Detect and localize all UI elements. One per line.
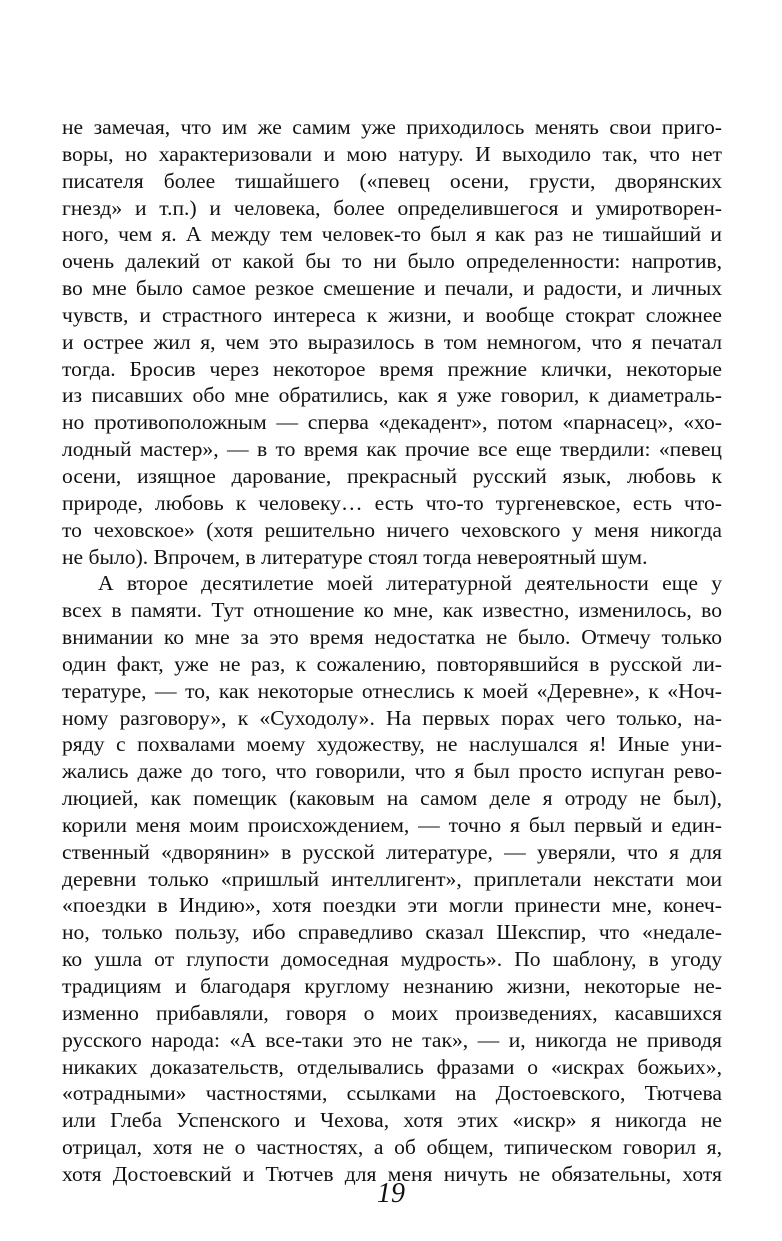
text-line: никаких доказательств, отделывались фразами о «искрах божьих»,: [62, 1054, 722, 1079]
text-line: из писавших обо мне обратились, как я уже говорил, к диаметраль-: [62, 383, 722, 408]
text-line: ряду с похвалами моему художеству, не наслушался я! Иные уни-: [62, 732, 722, 757]
text-line: «отрадными» частностями, ссылками на Достоевского, Тютчева: [62, 1081, 722, 1106]
text-line: А второе десятилетие моей литературной деятельности еще у: [98, 571, 722, 596]
text-line: ственный «дворянин» в русской литературе, — уверяли, что я для: [62, 839, 722, 864]
paragraph: [62, 114, 722, 570]
text-line: внимании ко мне за это время недостатка не было. Отмечу только: [62, 625, 722, 650]
text-line: люцией, как помещик (каковым на самом деле я отроду не был),: [62, 786, 722, 811]
text-line: очень далекий от какой бы то ни было определенности: напротив,: [62, 249, 722, 274]
text-line: ного, чем я. А между тем человек-то был я как раз не тишайший и: [62, 222, 722, 247]
text-line: лодный мастер», — в то время как прочие все еще твердили: «певец: [62, 437, 722, 462]
text-line: «поездки в Индию», хотя поездки эти могли принести мне, конеч-: [62, 893, 722, 918]
text-line: осени, изящное дарование, прекрасный русский язык, любовь к: [62, 463, 722, 488]
text-line: и острее жил я, чем это выразилось в том немногом, что я печатал: [62, 329, 722, 354]
text-line: отрицал, хотя не о частностях, а об общем, типическом говорил я,: [62, 1135, 722, 1160]
text-line: но противоположным — сперва «декадент», потом «парнасец», «хо-: [62, 410, 722, 435]
text-line: тогда. Бросив через некоторое время прежние клички, некоторые: [62, 356, 722, 381]
text-line: деревни только «пришлый интеллигент», приплетали некстати мои: [62, 866, 722, 891]
text-line: тературе, — то, как некоторые отнеслись к моей «Деревне», к «Ноч-: [62, 678, 722, 703]
text-line: хотя Достоевский и Тютчев для меня ничуть не обязательны, хотя: [62, 1161, 722, 1186]
text-line: русского народа: «А все-таки это не так», — и, никогда не приводя: [62, 1027, 722, 1052]
text-line: один факт, уже не раз, к сожалению, повторявшийся в русской ли-: [62, 651, 722, 676]
paragraph: [62, 570, 722, 1187]
text-line: всех в памяти. Тут отношение ко мне, как известно, изменилось, во: [62, 598, 722, 623]
text-line: традициям и благодаря круглому незнанию жизни, некоторые не-: [62, 974, 722, 998]
body-text: [62, 114, 722, 1188]
text-line: или Глеба Успенского и Чехова, хотя этих «искр» я никогда не: [62, 1108, 722, 1133]
text-line: гнезд» и т.п.) и человека, более определившегося и умиротворен-: [62, 195, 722, 220]
text-line: ко ушла от глупости домоседная мудрость». По шаблону, в угоду: [62, 947, 722, 972]
text-line: но, только пользу, ибо справедливо сказал Шекспир, что «недале-: [62, 920, 722, 945]
text-line: природе, любовь к человеку… есть что-то тургеневское, есть что-: [62, 490, 722, 515]
text-line: жались даже до того, что говорили, что я был просто испуган рево-: [62, 759, 722, 784]
text-line: то чеховское» (хотя решительно ничего чеховского у меня никогда: [62, 517, 722, 542]
text-line: чувств, и страстного интереса к жизни, и вообще стократ сложнее: [62, 302, 722, 327]
text-line: ному разговору», к «Суходолу». На первых порах чего только, на-: [62, 705, 722, 730]
page-number: 19: [377, 1178, 405, 1209]
text-line: изменно прибавляли, говоря о моих произведениях, касавшихся: [62, 1000, 722, 1025]
text-line: корили меня моим происхождением, — точно я был первый и един-: [62, 812, 722, 837]
text-line: не замечая, что им же самим уже приходилось менять свои приго-: [62, 115, 722, 139]
text-line: писателя более тишайшего («певец осени, грусти, дворянских: [62, 168, 722, 193]
text-line: не было). Впрочем, в литературе стоял тогда невероятный шум.: [62, 544, 648, 569]
text-line: воры, но характеризовали и мою натуру. И выходило так, что нет: [62, 141, 722, 166]
text-line: во мне было самое резкое смешение и печали, и радости, и личных: [62, 276, 722, 301]
